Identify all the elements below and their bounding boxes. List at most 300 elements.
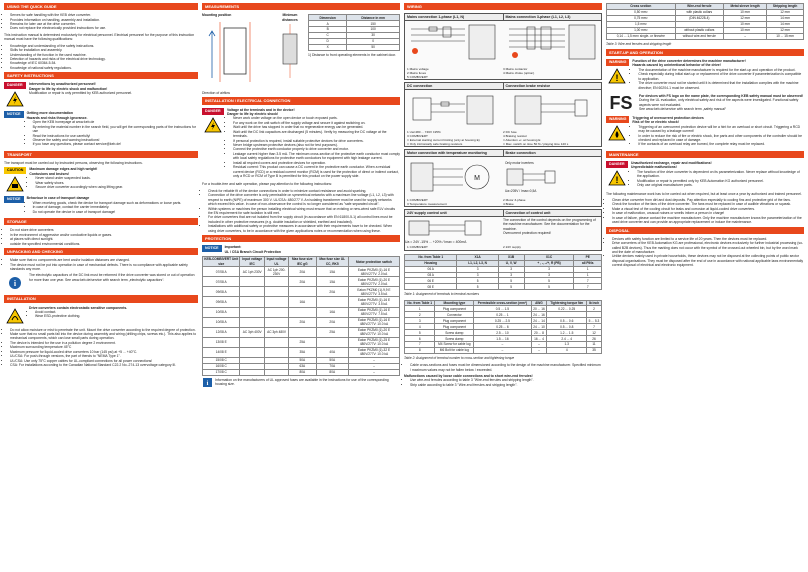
table-cell: 09/08 A bbox=[203, 297, 240, 307]
table-row bbox=[309, 44, 400, 50]
list-item: • Do not allow moisture or mist to penetrate the unit. Mount the drive converter according to the required degree of protection. bbox=[10, 328, 198, 332]
table-cell: 80A bbox=[316, 369, 348, 375]
list-item: • UL/CSA: For push-through versions, the part of thends to "NEMA Type 1". bbox=[10, 354, 198, 358]
legend-item: 3 Mains contactor bbox=[503, 66, 528, 71]
table-cell: 16/08 C bbox=[203, 363, 240, 369]
table-header-cell: Tightening torque Nm bbox=[547, 300, 587, 306]
disposal-list bbox=[606, 237, 804, 268]
list-item: • Only use original manufacturer parts. bbox=[637, 183, 804, 187]
supply-values: Ua = 24V -15% ... +20% / Imax = 400mA bbox=[405, 240, 467, 245]
list-item: • Wear safety shoes. bbox=[35, 181, 123, 185]
table-cell: 25A bbox=[289, 337, 316, 347]
list-item: • If the contacts of an overload relay are burned, the complete relay must be replaced. bbox=[638, 142, 804, 146]
danger-title: Unauthorized exchange, repair and modifications! bbox=[631, 161, 712, 166]
table-row bbox=[203, 337, 400, 347]
table-row bbox=[203, 327, 400, 337]
list-item: • Devices with safety function are limited to a service life of 20 years. Then the devices must be replaced. bbox=[612, 237, 804, 241]
table-cell: 16 ... 4 bbox=[531, 336, 547, 342]
legend-item: 3 Temperature measurement bbox=[407, 201, 447, 206]
list-item: • The drive converter must not be started until it is determined that the installation complies with the machine directive; EN 60204-1 must be observed. bbox=[638, 81, 804, 90]
th: Dimension bbox=[309, 15, 347, 21]
warning-block bbox=[606, 116, 804, 149]
table-header-cell: PE bbox=[574, 254, 602, 260]
table-header-cell: lb inch bbox=[586, 300, 601, 306]
warning-list bbox=[632, 125, 804, 147]
caution-badge: CAUTION bbox=[4, 167, 26, 174]
info-block bbox=[4, 273, 198, 293]
legend-item: 5 COMBIVERT bbox=[407, 74, 428, 79]
table-cell: 20 ... 16 bbox=[531, 306, 547, 312]
table-cell: 3 bbox=[498, 266, 524, 272]
list-item: • Open the KEB homepage at www.keb.de bbox=[33, 120, 198, 124]
table-cell: without wire-end ferrule bbox=[675, 33, 723, 39]
table-cell: Eaton PKZM0 (1)-16 E 480V/277V: 2.0 kA bbox=[349, 267, 400, 277]
table-cell: 70A bbox=[316, 363, 348, 369]
list-item: • If personal protection is required, install suitable protective devices for drive converters. bbox=[233, 139, 400, 143]
legend-item: 2 24V supply bbox=[503, 245, 521, 250]
table-cell bbox=[240, 337, 265, 347]
table-cell: 5 bbox=[524, 284, 574, 290]
list-item: • Triggering of an overcurrent protection device will be a hint for an overload or short circuit. Triggering a RCD may be caused by a leakage current! bbox=[638, 125, 804, 134]
svg-text:M: M bbox=[474, 175, 480, 183]
section-title: UNPACKING AND CHECKING bbox=[4, 248, 198, 255]
danger-title: Interventions by unauthorized personnel! bbox=[29, 82, 96, 87]
notice-list bbox=[27, 120, 198, 147]
list-item: • outside the specified environmental conditions. bbox=[10, 242, 198, 246]
cross-section-table bbox=[404, 300, 602, 354]
table-cell: 1,5 mm² bbox=[607, 21, 676, 27]
table-cell bbox=[240, 347, 265, 357]
motor-wiring-drawing bbox=[405, 157, 505, 197]
list-item: • Read the instructions for use carefully! bbox=[33, 134, 198, 138]
table-cell: 0.5 ... 0.8 bbox=[547, 324, 587, 330]
list-item: • Cable cross-sections and fuses must be dimensioned according to the design of the machine manufacturer. Specified minimum / maximum values may not be fallen below / exceeded. bbox=[410, 363, 602, 372]
column-1 bbox=[4, 3, 198, 369]
table-cell: 0.25 ... 6 bbox=[474, 324, 531, 330]
table-header-cell: No. from Table 1 bbox=[405, 254, 457, 260]
table-cell: – bbox=[531, 348, 547, 354]
danger-subtitle: Danger to life by electric shock! bbox=[227, 112, 279, 117]
table-cell: Eaton PKZM0 (1)-16 E 480V/277V: 7.5 kA bbox=[349, 307, 400, 317]
table-cell: 20A bbox=[289, 317, 316, 327]
list-item: • Secure drive converter accordingly when using lifting gear. bbox=[35, 185, 123, 189]
danger-block bbox=[4, 82, 198, 109]
diagram-titles bbox=[405, 210, 601, 217]
control-row bbox=[405, 217, 601, 245]
list-item: • Clean drive converter from dirt and dust deposits. Pay attention especially to cooling fins and protective grid of the fans. bbox=[612, 198, 804, 202]
legend-item: 1 Ua=480 ... 746V ±25% bbox=[407, 129, 441, 134]
list-item: • Maximum pressure for liquid-cooled drive converters 10 bar (145 psi) at +5 ... +40°C. bbox=[10, 350, 198, 354]
notice-title: Important: bbox=[224, 245, 242, 250]
dimension-note: 1) Distance to front operating elements in the cabinet door. bbox=[308, 52, 397, 57]
table-cell: Plug component bbox=[435, 318, 474, 324]
table-cell: 26 bbox=[586, 336, 601, 342]
dc-brake-diagram bbox=[404, 82, 602, 147]
ferrule-table bbox=[606, 3, 804, 40]
list-item: • The function of the drive converter is dependent on its parameterization. Never replace without knowledge of the application. bbox=[637, 170, 804, 179]
notice-badge: NOTICE bbox=[4, 111, 24, 118]
diagram-title: DC connection bbox=[405, 83, 503, 90]
table-cell: Eaton PKZM0 (1)-16 E 480V/277V: 3.5 kA bbox=[349, 297, 400, 307]
info-icon bbox=[4, 273, 26, 293]
crush-hazard-icon bbox=[4, 174, 26, 194]
section-title: USING THE QUICK GUIDE bbox=[4, 3, 198, 10]
table-cell: 10 ... 15 mm bbox=[767, 33, 804, 39]
info-icon bbox=[202, 378, 212, 388]
diagram-legend bbox=[405, 245, 601, 250]
dimension-table bbox=[308, 14, 400, 51]
table-cell: Screw clamp bbox=[435, 330, 474, 336]
notice-subtitle: Hazards and risks through ignorance. bbox=[26, 115, 88, 120]
brake-values: Ua=205V / Imax=0,5A bbox=[505, 188, 537, 193]
list-item: • Wear ESD-protective clothing. bbox=[35, 314, 127, 318]
motor-brake-diagram bbox=[404, 149, 602, 207]
table-cell: 50A bbox=[289, 358, 316, 364]
control-desc: The connection of the control depends on the programming of the machine manufacturer. See the documentation for the machine. bbox=[503, 217, 596, 231]
measurements-area bbox=[202, 13, 400, 95]
caution-list bbox=[29, 176, 123, 189]
table-cell: 2 bbox=[586, 306, 601, 312]
table-cell: 07/08 A bbox=[203, 267, 240, 277]
table-row bbox=[203, 317, 400, 327]
table-cell bbox=[316, 297, 348, 307]
table-cell bbox=[265, 347, 289, 357]
mounting-diagram bbox=[202, 13, 272, 95]
list-item: • Knowledge of IEC 60364-5-54. bbox=[10, 61, 198, 65]
danger-subtitle: Unpredictable malfunctions! bbox=[631, 165, 677, 170]
table-header-cell: X1B bbox=[498, 254, 524, 260]
table-cell: Eaton PKZM0 (1)-20 E 480V/277V: 10.0 kA bbox=[349, 327, 400, 337]
warning-badge: WARNING bbox=[606, 116, 629, 123]
brake-note: Only motor inverters bbox=[505, 161, 534, 166]
list-item: • Never bridge upstream protective devices (also not for test purposes). bbox=[233, 143, 400, 147]
table-cell bbox=[240, 369, 265, 375]
storage-list bbox=[4, 228, 198, 246]
usage-list bbox=[4, 13, 198, 31]
capacitor-info: The electrolytic capacitors of the DC link must be reformed if the drive converter was stored or out of operation for more than one year. See www.keb.de/service with search term „electrolytic capacitors“. bbox=[29, 273, 195, 282]
table-cell: 5 bbox=[498, 278, 524, 284]
notice-badge: NOTICE bbox=[4, 196, 24, 203]
warning-subtitle: Hazards caused by unintentional behavior of the drive! bbox=[632, 63, 721, 68]
table-cell: AC 1ph 230V bbox=[240, 267, 265, 277]
install-intro: For a trouble-free and safe operation, please pay attention to the following instructions: bbox=[202, 182, 333, 187]
table-cell bbox=[265, 297, 289, 307]
section-title: PROTECTION bbox=[202, 235, 400, 242]
esd-block bbox=[4, 306, 198, 326]
notice-badge: NOTICE bbox=[202, 245, 222, 252]
diagram-title: Motor connection with temperature monitoring bbox=[405, 150, 503, 157]
legend-item: 4 Mains choke (option) bbox=[503, 70, 535, 75]
brake-drawing bbox=[505, 166, 565, 188]
table-cell: 2.4 ... 4 bbox=[547, 336, 587, 342]
table-header-cell: X1C bbox=[524, 254, 574, 260]
qualification-intro: This instruction manual is determined exclusively for electrical personnel. Electrical personnel for the purpose of this instruction manual must have the following qualifications: bbox=[4, 32, 195, 42]
legend-item: 2 Motor 3-phase bbox=[503, 197, 526, 202]
list-item: • Leakage current higher than 3.5 mA. The minimum cross-section of the protective earth conductor must comply with local safety regulations for protective earth conductors for equipment with high leakage current. bbox=[233, 152, 400, 161]
table-cell: B bbox=[309, 27, 347, 33]
list-item: • Does not replace the electronically provided instructions for use. bbox=[10, 26, 198, 30]
warning-list bbox=[632, 68, 804, 90]
list-item: • Drive converters of the KEB Automation KG are professional, electronic devices exclusively for further industrial processing (so-called B2B devices). Thus the marking does not occur with the symbol of the crossed-out wheeled bin, but by the word mark and the date of manufacture. bbox=[612, 241, 804, 254]
info-block bbox=[202, 378, 400, 388]
diagram-title: Brake connection bbox=[503, 150, 602, 157]
legend-item: □ Only intrinsically safe braking resistors bbox=[407, 141, 463, 146]
list-item: • Do not operate the device in case of transport damage! bbox=[33, 210, 182, 214]
maintenance-list bbox=[606, 198, 804, 225]
table-cell: 12 mm bbox=[724, 15, 767, 21]
table-cell: 14/08 E bbox=[203, 347, 240, 357]
table-header-cell: + , -, –/+, R (PB) bbox=[524, 260, 574, 266]
caution-subtitle: Contusions and bruises! bbox=[29, 171, 70, 176]
fs-link[interactable]: See www.keb.de/service with search term „safety manual“ bbox=[639, 107, 727, 112]
table-cell: 0,50 mm² bbox=[607, 9, 676, 15]
table-cell: – bbox=[474, 342, 531, 348]
table-cell: AC 1ph 200-230V bbox=[265, 267, 289, 277]
general-warning-icon bbox=[606, 168, 628, 188]
esd-icon bbox=[4, 306, 26, 326]
ferrule-warning-title: Malfunctions caused by loose cable connections and to short wire-end ferrules! bbox=[404, 373, 533, 378]
table-row bbox=[405, 348, 602, 354]
supply-drawing-wrap bbox=[405, 217, 502, 245]
warning-badge: WARNING bbox=[606, 59, 629, 66]
legend-item: □ Max. switch on time 50 % / playing time 120 s bbox=[503, 141, 569, 146]
table-cell: 1 bbox=[574, 266, 602, 272]
table-cell: 4 bbox=[547, 348, 587, 354]
table-cell: 7 bbox=[405, 342, 435, 348]
control-note: Overcurrent protection required! bbox=[503, 231, 552, 236]
table-header-cell: Metal sleeve length bbox=[724, 4, 767, 10]
table-cell: 80A bbox=[289, 369, 316, 375]
list-item: • Check the function of the fans of the drive converter. The fans must be replaced in case of audible vibrations or squeak. bbox=[612, 202, 804, 206]
table-cell: 100 bbox=[347, 27, 400, 33]
table-row bbox=[607, 33, 804, 39]
table-cell: 24 ... 16 bbox=[531, 312, 547, 318]
legend-item: 1 COMBIVERT bbox=[407, 245, 428, 250]
table-cell: 20A bbox=[289, 267, 316, 277]
list-item: • Make a visual test of the cooling circuit for leaks and corrosion at liquid-cooled drive converters. bbox=[612, 207, 804, 211]
table-cell: 35 bbox=[586, 348, 601, 354]
legend-item: □ External starting current limiting (only at housing E) bbox=[407, 137, 480, 142]
list-item: • Observe the safety and warning instructions! bbox=[33, 138, 198, 142]
list-item: • Skills for installation and assembly. bbox=[10, 48, 198, 52]
table-header-cell: Stripping length bbox=[767, 4, 804, 10]
table-cell: with plastic collars bbox=[675, 9, 723, 15]
table-cell: 5 bbox=[498, 284, 524, 290]
table-cell bbox=[240, 317, 265, 327]
legend-item: 1 COMBIVERT bbox=[407, 197, 428, 202]
diagram-legend bbox=[405, 129, 601, 146]
notice-block bbox=[4, 196, 198, 216]
list-item: • In case of malfunction, unusual noises or smells inform a person in charge! bbox=[612, 211, 804, 215]
notice-subtitle: UL / CSA Branch Circuit Protection bbox=[224, 249, 281, 254]
table-cell: 0 bbox=[347, 38, 400, 44]
legend-item: 2 Mains fuses bbox=[407, 70, 427, 75]
table-row bbox=[203, 347, 400, 357]
section-title: INSTALLATION / ELECTRICAL CONNECTION bbox=[202, 97, 400, 104]
table-row bbox=[203, 267, 400, 277]
table-cell: 09/08 A bbox=[203, 287, 240, 297]
table-cell: without plastic collars bbox=[675, 27, 723, 33]
table-cell: (DIN 46228-4) bbox=[675, 15, 723, 21]
table-header-cell: Input voltage UL bbox=[265, 257, 289, 267]
table-cell: 20 ... 8 bbox=[531, 330, 547, 336]
table-cell: 14 mm bbox=[767, 21, 804, 27]
terminal-table bbox=[404, 254, 602, 291]
list-item: • Avoid contact. bbox=[35, 310, 127, 314]
table-cell: Eaton PKZM0 (1)-9,9 E 480V/277V: 3.5 kA bbox=[349, 287, 400, 297]
section-title: SAFETY INSTRUCTIONS bbox=[4, 72, 198, 79]
table-row bbox=[203, 307, 400, 317]
section-title: WIRING bbox=[404, 3, 602, 10]
table-cell: 13/08 E bbox=[203, 337, 240, 347]
protection-table bbox=[202, 256, 400, 376]
list-item: • Knowledge of national safety regulations. bbox=[10, 66, 198, 70]
table-cell: 35A bbox=[289, 347, 316, 357]
esd-list bbox=[29, 310, 127, 319]
mains-wiring-drawing bbox=[405, 21, 601, 65]
list-item: • Check especially during initial start-up or replacement of the drive converter if parameterization is compatible to application. bbox=[638, 72, 804, 81]
table-cell bbox=[289, 327, 316, 337]
table-header-cell: Permissible cross-section (mm²) bbox=[474, 300, 531, 306]
table-header-cell: No. from Table 1 bbox=[405, 300, 435, 306]
table-cell: 3 bbox=[524, 266, 574, 272]
danger-item: Modification or repair is only permitted by KEB authorized personnel. bbox=[29, 91, 133, 96]
protection-note: Information on the manufacturers of UL approved fuses are available in the instructions for use of the corresponding housing size. bbox=[215, 377, 389, 387]
table-header-cell: Max fuse size UL CC, RK5 bbox=[316, 257, 348, 267]
diagram-legend bbox=[405, 66, 601, 79]
table-cell: Screw clamp bbox=[435, 336, 474, 342]
table-cell: 30 bbox=[347, 33, 400, 39]
table-cell: 17/08 C bbox=[203, 369, 240, 375]
list-item: • In case of failure, please contact the machine manufacturer. Only the machine manufacturer knows the parameterization of the used drive converter and can provide an appropriate replacement or induce the maintenance. bbox=[612, 216, 804, 225]
fs-title: For devices with FS logo on the name plate, the corresponding KEB safety manual must be observed! bbox=[639, 93, 804, 98]
danger-badge: DANGER bbox=[4, 82, 26, 89]
table-caption: Table 2: Assignment of terminal number to cross-section and tightening torque bbox=[404, 355, 515, 360]
table-cell: – bbox=[474, 348, 531, 354]
table-header-cell: Wire-end ferrule bbox=[675, 4, 723, 10]
diagram-title: Mains connection 3-phase (L1, L2, L3) bbox=[503, 14, 602, 21]
notice-list bbox=[27, 201, 182, 214]
table-cell: 4 bbox=[405, 324, 435, 330]
table-cell: M4 Screw for cable lug bbox=[435, 342, 474, 348]
section-title: STORAGE bbox=[4, 218, 198, 225]
table-cell: 06 A bbox=[405, 266, 457, 272]
list-item: • in the environment of aggressive and/or conductive liquids or gases. bbox=[10, 233, 198, 237]
list-item: • Install all required covers and protective devices for operation. bbox=[233, 161, 400, 165]
table-cell: 25A bbox=[316, 327, 348, 337]
table-cell: 50A bbox=[316, 358, 348, 364]
danger-badge: DANGER bbox=[606, 161, 628, 168]
list-item: • Use wire-end ferrules according to table 3 "Wire-end ferrules and stripping length". bbox=[410, 378, 602, 382]
table-cell: 1 bbox=[574, 272, 602, 278]
table-cell: 5 bbox=[405, 330, 435, 336]
table-header-cell: all PINs bbox=[574, 260, 602, 266]
diagram-titles bbox=[405, 83, 601, 90]
table-cell: – bbox=[724, 33, 767, 39]
section-title: TRANSPORT bbox=[4, 151, 198, 158]
table-cell: AC 3ph 480V bbox=[265, 327, 289, 337]
list-item: • When receiving goods, check the device for transport damage such as deformations or loose parts. bbox=[33, 201, 182, 205]
table-cell: 06 E bbox=[405, 278, 457, 284]
table-cell: 15A bbox=[316, 267, 348, 277]
warning-title: Triggering of overcurrent protection devices bbox=[632, 115, 704, 120]
dimension-table-wrap bbox=[308, 13, 400, 95]
section-title: MEASUREMENTS bbox=[202, 3, 400, 10]
column-4 bbox=[606, 3, 804, 270]
svg-text:!: ! bbox=[615, 72, 619, 83]
wiring-notes bbox=[404, 363, 602, 372]
warning-title: Function of the drive converter determines the machine manufacturer! bbox=[632, 58, 746, 63]
table-cell bbox=[240, 307, 265, 317]
section-title: MAINTENANCE bbox=[606, 151, 804, 158]
list-item: • CSA: For installations according to the Canadian National Standard C22.2 No.-274-13 overvoltage category III. bbox=[10, 363, 198, 367]
caution-block bbox=[4, 167, 198, 194]
diagram-titles bbox=[405, 150, 601, 157]
table-cell: A bbox=[309, 21, 347, 27]
table-cell bbox=[289, 307, 316, 317]
list-item: • For any work on the unit switch off the supply voltage and secure it against switching on. bbox=[233, 121, 400, 125]
list-item: • By entering the material number in the search field, you will get the corresponding parts of the instructions for use bbox=[33, 125, 198, 134]
airflow-label: Direction of airflow bbox=[202, 91, 230, 96]
warning-block bbox=[606, 59, 804, 92]
table-cell: 0,75 mm² bbox=[607, 15, 676, 21]
legend-item: 1 Mains voltage bbox=[407, 66, 429, 71]
diagram-title: Mains connection 1-phase (L1, N) bbox=[405, 14, 503, 21]
table-row bbox=[203, 287, 400, 297]
table-cell: 40A bbox=[316, 347, 348, 357]
list-item: • UL/CSA: Use only 75°C copper cables for UL-compliant connections for all power connections! bbox=[10, 359, 198, 363]
diagram-title: Connection brake resistor bbox=[503, 83, 602, 90]
list-item: • If you have any questions, please contact service@keb.de! bbox=[33, 142, 198, 146]
table-cell: 5 ... 5.3 bbox=[586, 318, 601, 324]
th: Distance in mm bbox=[347, 15, 400, 21]
table-cell: 12 bbox=[586, 330, 601, 336]
notice-block bbox=[4, 111, 198, 148]
table-cell: 11 bbox=[586, 342, 601, 348]
table-cell: 15A bbox=[316, 277, 348, 287]
table-cell: 1 bbox=[405, 306, 435, 312]
table-header-cell: L1, L2, L3, N bbox=[457, 260, 498, 266]
fs-logo-icon bbox=[606, 94, 636, 114]
table-cell: 12 mm bbox=[767, 9, 804, 15]
table-cell: 12/08 A bbox=[203, 327, 240, 337]
table-cell: 5 bbox=[457, 278, 498, 284]
table-header-cell: Cross section bbox=[607, 4, 676, 10]
table-cell bbox=[240, 297, 265, 307]
table-cell: D bbox=[309, 38, 347, 44]
table-cell: – bbox=[531, 342, 547, 348]
table-cell: 10/08 A bbox=[203, 317, 240, 327]
table-caption: Table 1: Assignment of terminals to terminal numbers bbox=[404, 292, 480, 297]
mounting-position-label: Mounting position bbox=[202, 13, 232, 18]
fs-text: During the UL evaluation, only electrical safety and risk of fire aspects were investigated. Functional safety aspects were not evaluated. bbox=[639, 98, 799, 107]
table-cell: 8 bbox=[405, 348, 435, 354]
table-cell: 12 mm bbox=[767, 27, 804, 33]
list-item: • The device must not be put into operation in case of mechanical defects. There is no compliance with applicable safety standards any more. bbox=[10, 263, 198, 272]
table-cell bbox=[265, 317, 289, 327]
notice-title: Getting more documentation bbox=[26, 111, 73, 116]
table-cell: 20A bbox=[316, 287, 348, 297]
table-cell: Plug component bbox=[435, 306, 474, 312]
table-cell: – bbox=[349, 363, 400, 369]
table-cell: – bbox=[349, 358, 400, 364]
fs-block bbox=[606, 94, 804, 114]
install-list bbox=[202, 189, 400, 233]
table-header-cell: Max fuse size IEC gG bbox=[289, 257, 316, 267]
list-item: • Connect the protective earth conductor properly to drive converter and motor. bbox=[233, 147, 400, 151]
table-cell: Eaton PKZM0 (1)-16 E 480V/277V: 10.0 kA bbox=[349, 317, 400, 327]
danger-subtitle: Danger to life by electric shock and malfunction! bbox=[29, 86, 108, 91]
